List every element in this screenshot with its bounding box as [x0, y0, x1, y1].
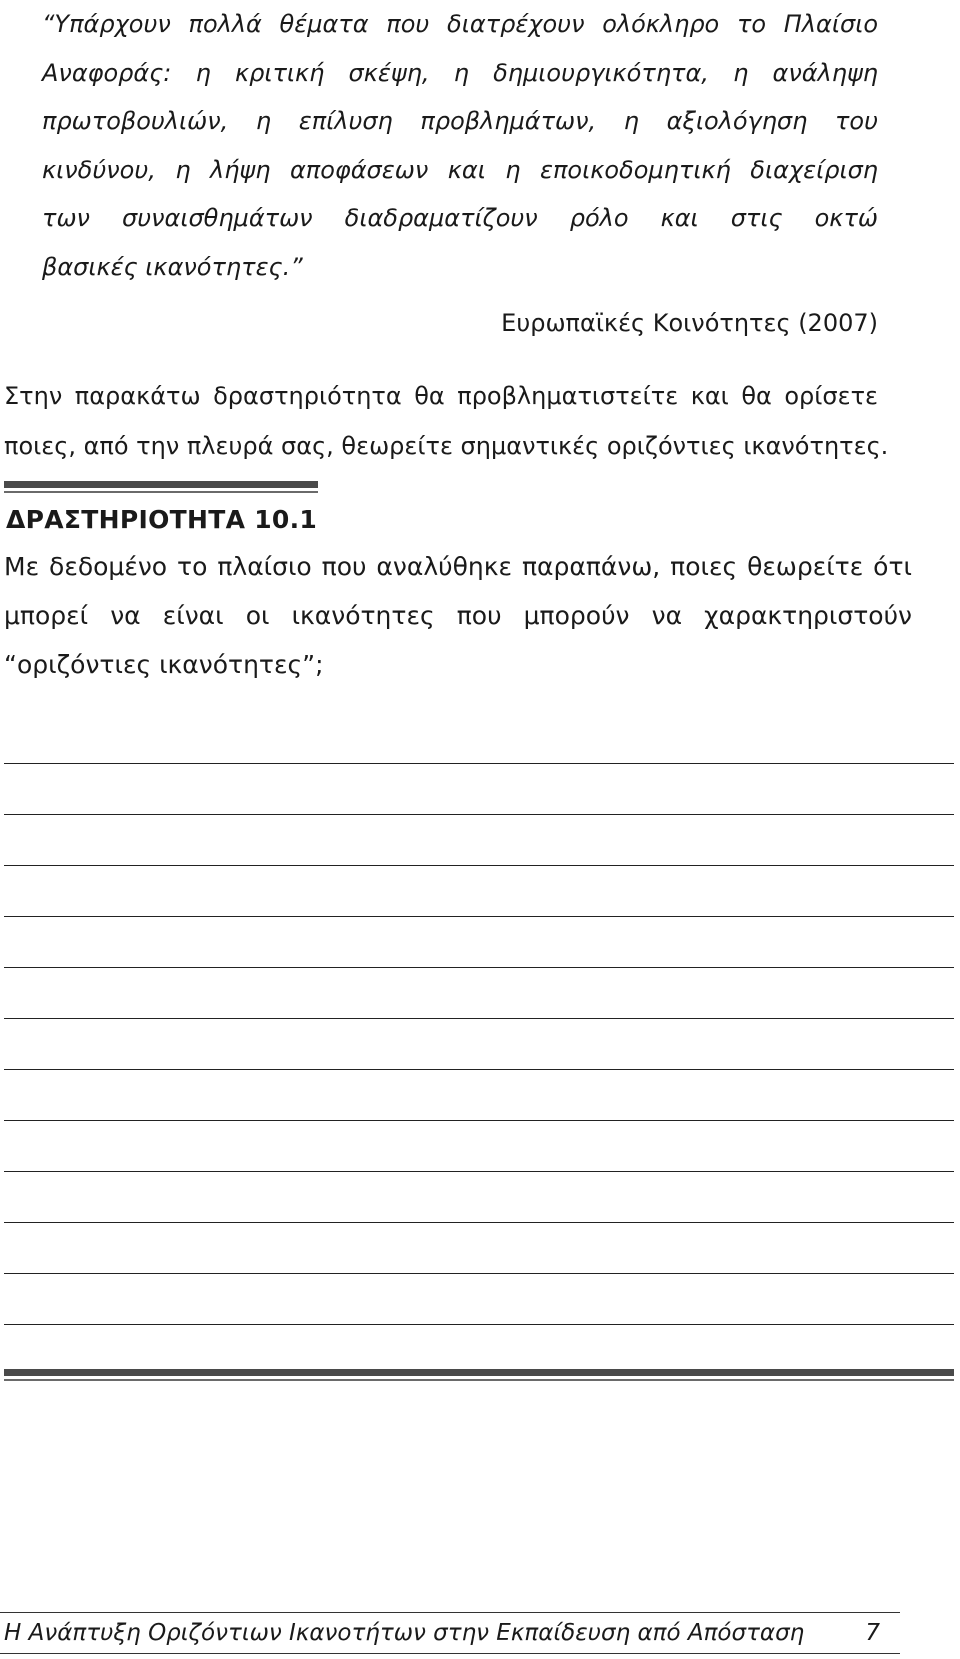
intro-line: ποιες, από την πλευρά σας, θεωρείτε σημαντικές οριζόντιες ικανότητες. — [4, 432, 889, 460]
answer-line[interactable] — [4, 1273, 954, 1274]
answer-line[interactable] — [4, 1018, 954, 1019]
page-number: 7 — [865, 1620, 880, 1646]
answer-line[interactable] — [4, 763, 954, 764]
answer-line[interactable] — [4, 1222, 954, 1223]
section-divider-top — [4, 481, 318, 493]
quote-block — [42, 0, 878, 291]
question-line: Με δεδομένο το πλαίσιο που αναλύθηκε παραπάνω, ποιες θεωρείτε ότι — [4, 552, 912, 581]
answer-line[interactable] — [4, 1324, 954, 1325]
quote-line: βασικές ικανότητες.” — [42, 252, 303, 281]
answer-line[interactable] — [4, 916, 954, 917]
intro-paragraph — [4, 371, 889, 471]
quote-line: Αναφοράς: η κριτική σκέψη, η δημιουργικότητα, η ανάληψη — [42, 58, 878, 87]
intro-line: Στην παρακάτω δραστηριότητα θα προβληματιστείτε και θα ορίσετε — [4, 382, 878, 410]
answer-line[interactable] — [4, 814, 954, 815]
quote-source: Ευρωπαϊκές Κοινότητες (2007) — [501, 309, 878, 337]
quote-line: πρωτοβουλιών, η επίλυση προβλημάτων, η αξιολόγηση του — [42, 107, 878, 135]
footer-title: Η Ανάπτυξη Οριζόντιων Ικανοτήτων στην Εκπαίδευση από Απόσταση — [4, 1620, 805, 1646]
answer-line[interactable] — [4, 865, 954, 866]
quote-line: των συναισθημάτων διαδραματίζουν ρόλο και στις οκτώ — [42, 204, 878, 232]
section-divider-bottom — [4, 1369, 954, 1381]
answer-line[interactable] — [4, 1069, 954, 1070]
quote-line: “Υπάρχουν πολλά θέματα που διατρέχουν ολόκληρο το Πλαίσιο — [42, 10, 878, 38]
question-line: “οριζόντιες ικανότητες”; — [4, 650, 324, 679]
quote-line: κινδύνου, η λήψη αποφάσεων και η εποικοδομητική διαχείριση — [42, 155, 878, 184]
page-footer — [0, 1612, 900, 1654]
answer-line[interactable] — [4, 1171, 954, 1172]
question-line: μπορεί να είναι οι ικανότητες που μπορούν να χαρακτηριστούν — [4, 601, 912, 630]
answer-line[interactable] — [4, 967, 954, 968]
activity-title: ΔΡΑΣΤΗΡΙΟΤΗΤΑ 10.1 — [6, 505, 318, 534]
answer-line[interactable] — [4, 1120, 954, 1121]
activity-question — [4, 542, 912, 689]
